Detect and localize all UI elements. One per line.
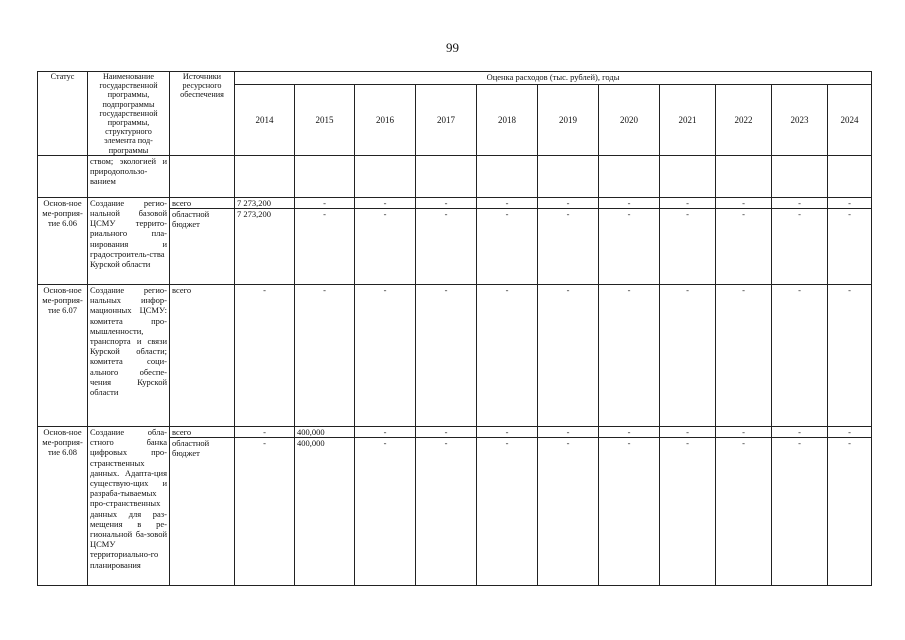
value-cell: - (772, 197, 828, 208)
value-cell: - (477, 438, 538, 586)
header-year: 2019 (538, 84, 599, 155)
cell-value (355, 155, 416, 197)
cell-value (828, 155, 872, 197)
cell-value (416, 155, 477, 197)
value-cell: - (355, 209, 416, 285)
source-label: всего (170, 427, 235, 438)
value-cell: - (235, 427, 295, 438)
header-year: 2024 (828, 84, 872, 155)
header-sources: Источники ресурсного обеспечения (170, 72, 235, 156)
source-label: областной бюджет (170, 438, 235, 586)
value-cell: - (828, 197, 872, 208)
cell-value (660, 155, 716, 197)
source-label: областной бюджет (170, 209, 235, 285)
source-label: всего (170, 285, 235, 427)
value-cell: - (828, 427, 872, 438)
table-row (38, 285, 872, 427)
header-year: 2021 (660, 84, 716, 155)
value-cell: - (235, 285, 295, 427)
value-cell: - (477, 197, 538, 208)
header-estimate: Оценка расходов (тыс. рублей), годы (235, 72, 872, 85)
value-cell: - (599, 427, 660, 438)
header-year: 2020 (599, 84, 660, 155)
value-cell: - (538, 438, 599, 586)
value-cell: - (660, 427, 716, 438)
value-cell: - (477, 285, 538, 427)
value-cell: - (477, 209, 538, 285)
measure-name: Создание обла-стного банка цифровых про-странственных данных. Адапта-ция существую-щих и разраба-тываемых про-странственных данных для раз-мещения в ре-гиональной ба-зовой ЦСМУ территориально-го планирования (88, 427, 170, 586)
header-year: 2016 (355, 84, 416, 155)
cell-name: ством; экологией и природопользо-ванием (88, 155, 170, 197)
cell-value (772, 155, 828, 197)
value-cell: - (772, 438, 828, 586)
cell-status (38, 155, 88, 197)
value-cell: - (828, 285, 872, 427)
value-cell: - (716, 285, 772, 427)
value-cell: - (355, 427, 416, 438)
value-cell: - (772, 209, 828, 285)
header-year: 2015 (295, 84, 355, 155)
value-cell: - (477, 427, 538, 438)
value-cell: - (355, 438, 416, 586)
value-cell: - (355, 197, 416, 208)
value-cell: - (772, 285, 828, 427)
value-cell: - (599, 209, 660, 285)
header-year: 2017 (416, 84, 477, 155)
value-cell: - (538, 427, 599, 438)
cell-value (295, 155, 355, 197)
table-row (38, 197, 872, 208)
header-name: Наименование государственной программы, подпрограммы государственной программы, структурного элемента под-программы (88, 72, 170, 156)
value-cell: - (828, 209, 872, 285)
value-cell: - (416, 285, 477, 427)
measure-status: Основ-ное ме-роприя-тие 6.07 (38, 285, 88, 427)
value-cell: - (416, 427, 477, 438)
value-cell: - (416, 438, 477, 586)
value-cell: - (716, 438, 772, 586)
value-cell: - (355, 285, 416, 427)
value-cell: - (295, 209, 355, 285)
value-cell: - (660, 285, 716, 427)
header-year: 2014 (235, 84, 295, 155)
value-cell: - (599, 438, 660, 586)
value-cell: - (295, 285, 355, 427)
value-cell: - (416, 209, 477, 285)
value-cell: 400,000 (295, 427, 355, 438)
value-cell: - (416, 197, 477, 208)
page-number: 99 (446, 40, 459, 55)
value-cell: - (828, 438, 872, 586)
header-year: 2023 (772, 84, 828, 155)
cell-source (170, 155, 235, 197)
value-cell: - (538, 197, 599, 208)
header-year: 2018 (477, 84, 538, 155)
value-cell: 7 273,200 (235, 209, 295, 285)
value-cell: - (716, 209, 772, 285)
cell-value (538, 155, 599, 197)
value-cell: - (660, 438, 716, 586)
value-cell: - (772, 427, 828, 438)
value-cell: - (538, 285, 599, 427)
value-cell: 400,000 (295, 438, 355, 586)
continuation-row (38, 155, 872, 197)
cell-value (716, 155, 772, 197)
value-cell: - (716, 197, 772, 208)
value-cell: - (599, 197, 660, 208)
cell-value (599, 155, 660, 197)
measure-name: Создание регио-нальных инфор-мационных ЦСМУ: комитета про-мышленности, транспорта и связи Курской области; комитета соци-ального обеспе-чения Курской области (88, 285, 170, 427)
value-cell: - (235, 438, 295, 586)
header-status: Статус (38, 72, 88, 156)
measure-name: Создание регио-нальной базовой ЦСМУ террито-риального пла-нирования и градостроитель-ства Курской области (88, 197, 170, 284)
value-cell: 7 273,200 (235, 197, 295, 208)
cell-value (477, 155, 538, 197)
value-cell: - (660, 209, 716, 285)
measure-status: Основ-ное ме-роприя-тие 6.08 (38, 427, 88, 586)
header-year: 2022 (716, 84, 772, 155)
cell-value (235, 155, 295, 197)
source-label: всего (170, 197, 235, 208)
header-row (38, 72, 872, 85)
measure-status: Основ-ное ме-роприя-тие 6.06 (38, 197, 88, 284)
table-row (38, 427, 872, 438)
value-cell: - (660, 197, 716, 208)
value-cell: - (295, 197, 355, 208)
value-cell: - (599, 285, 660, 427)
value-cell: - (716, 427, 772, 438)
value-cell: - (538, 209, 599, 285)
budget-table (37, 71, 872, 586)
